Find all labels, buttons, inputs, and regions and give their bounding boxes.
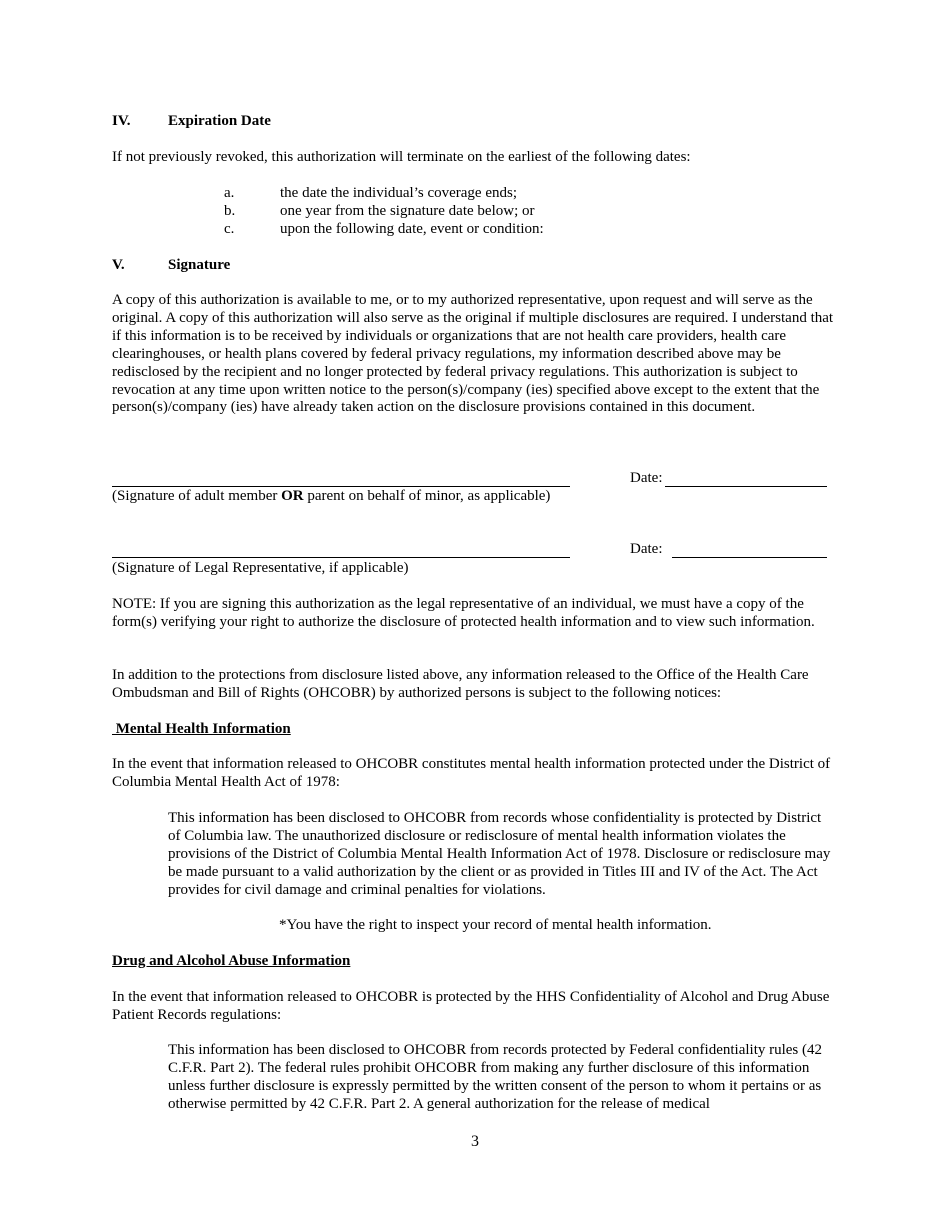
- signature-line-member[interactable]: [112, 486, 570, 487]
- drug-alcohol-intro: In the event that information released to OHCOBR is protected by the HHS Confidentiality of Alcohol and Drug Abuse Patient Records regulations:: [112, 989, 830, 1023]
- section-5-title: Signature: [168, 257, 231, 273]
- addition-paragraph: In addition to the protections from disclosure listed above, any information released to the Office of the Health Care Ombudsman and Bill of Rights (OHCOBR) by authorized persons is subject to the following notices:: [112, 667, 809, 701]
- drug-alcohol-heading: Drug and Alcohol Abuse Information: [112, 953, 351, 969]
- mental-health-heading: Mental Health Information: [112, 721, 291, 737]
- list-item-letter: b.: [224, 203, 236, 219]
- section-4-number: IV.: [112, 113, 131, 129]
- expiration-intro: If not previously revoked, this authorization will terminate on the earliest of the following dates:: [112, 149, 691, 165]
- mental-health-intro: In the event that information released to OHCOBR constitutes mental health information protected under the District of Columbia Mental Health Act of 1978:: [112, 756, 831, 790]
- page-number: 3: [471, 1133, 479, 1150]
- date-line-legal-rep[interactable]: [672, 557, 827, 558]
- list-item-letter: a.: [224, 185, 235, 201]
- drug-alcohol-block: This information has been disclosed to OHCOBR from records protected by Federal confidentiality rules (42 C.F.R. Part 2). The federal rules prohibit OHCOBR from making any further disclosure of this information unless further disclosure is expressly permitted by the written consent of the person to whom it pertains or as otherwise permitted by 42 C.F.R. Part 2. A general authorization for the release of medical: [168, 1042, 823, 1112]
- signature-caption-member: (Signature of adult member OR parent on behalf of minor, as applicable): [112, 488, 551, 504]
- section-4-title: Expiration Date: [168, 113, 271, 129]
- signature-paragraph: A copy of this authorization is available to me, or to my authorized representative, upon request and will serve as the original. A copy of this authorization will also serve as the original if multiple disclosures are required. I understand that if this information is to be received by individuals or organizations that are not health care providers, health care clearinghouses, or health plans covered by federal privacy regulations, my information described above may be redisclosed by the recipient and no longer protected by federal privacy regulations. This authorization is subject to revocation at any time upon written notice to the person(s)/company (ies) specified above except to the extent that the person(s)/company (ies) have already taken action on the disclosure provisions contained in this document.: [112, 292, 834, 416]
- date-label: Date:: [630, 470, 663, 486]
- list-item-letter: c.: [224, 221, 235, 237]
- list-item-text: the date the individual’s coverage ends;: [280, 185, 518, 201]
- note-paragraph: NOTE: If you are signing this authorization as the legal representative of an individual, we must have a copy of the form(s) verifying your right to authorize the disclosure of protected health information and to view such information.: [112, 596, 815, 630]
- list-item-text: upon the following date, event or condition:: [280, 221, 544, 237]
- section-5-number: V.: [112, 257, 125, 273]
- mental-health-right: *You have the right to inspect your record of mental health information.: [279, 917, 712, 933]
- signature-caption-legal-rep: (Signature of Legal Representative, if applicable): [112, 560, 409, 576]
- date-label: Date:: [630, 541, 663, 557]
- mental-health-block: This information has been disclosed to OHCOBR from records whose confidentiality is protected by District of Columbia law. The unauthorized disclosure or redisclosure of mental health information violates the provisions of the District of Columbia Mental Health Information Act of 1978. Disclosure or redisclosure may be made pursuant to a valid authorization by the client or as provided in Titles III and IV of the Act. The Act provides for civil damage and criminal penalties for violations.: [168, 810, 831, 898]
- list-item-text: one year from the signature date below; or: [280, 203, 535, 219]
- date-line-member[interactable]: [665, 486, 827, 487]
- signature-line-legal-rep[interactable]: [112, 557, 570, 558]
